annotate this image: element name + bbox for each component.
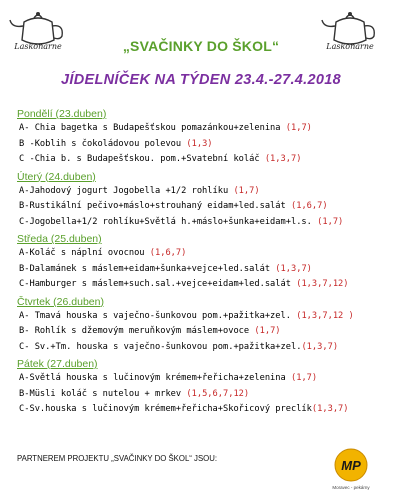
item-text: A-Světlá houska s lučinovým krémem+řeřicha+zelenina [19,373,291,383]
day-section-thursday [17,296,397,356]
item-text: A-Jahodový jogurt Jogobella +1/2 rohlíku [19,185,234,196]
menu-item [17,246,397,262]
weekly-menu [17,108,397,421]
allergen-codes: (1,3,7,12 ) [296,310,354,321]
day-title: Čtvrtek (26.duben) [17,295,104,308]
item-text: A- Chia bagetka s Budapešťskou pomazánkou+zelenina [19,123,286,133]
item-text: B-Dalamánek s máslem+eidam+šunka+vejce+led.salát [19,263,276,274]
allergen-codes: (1,3,7) [301,341,339,352]
partner-logo [330,447,372,493]
allergen-codes: (1,7) [254,326,281,336]
allergen-codes: (1,3) [186,138,213,149]
menu-item [17,262,397,278]
menu-item [17,215,397,231]
item-text: B -Koblih s čokoládovou polevou [19,138,187,149]
day-title: Pátek (27.duben) [17,358,98,370]
allergen-codes: (1,3,7) [311,404,349,414]
item-text: C- Sv.+Tm. houska s vaječno-šunkovou pom.+pažitka+zel. [19,341,302,352]
logo-script: Laskonarne [14,42,62,51]
menu-item [17,340,397,356]
item-text: B-Rustikální pečivo+máslo+strouhaný eidam+led.salát [19,201,291,211]
mp-mark: MP [341,458,361,473]
logo-script: Laskonarne [326,42,374,51]
mp-logo-icon [330,447,372,485]
partner-logo-caption: Moravec - pekárny [332,485,370,490]
item-text: C-Sv.houska s lučinovým krémem+řeřicha+Skořicový preclík [19,404,312,414]
allergen-codes: (1,7) [285,123,312,133]
menu-item [17,371,397,387]
menu-item [17,199,397,215]
day-section-friday [17,358,397,418]
day-title: Úterý (24.duben) [17,170,96,183]
allergen-codes: (1,5,6,7,12) [186,388,250,399]
menu-item [17,121,397,137]
allergen-codes: (1,6,7) [290,201,328,211]
menu-item [17,277,397,293]
item-text: C-Jogobella+1/2 rohlíku+Světlá h.+máslo+šunka+eidam+l.s. [19,216,318,227]
menu-item [17,184,397,200]
document-title: „SVAČINKY DO ŠKOL“ [122,38,280,54]
item-text: B-Müsli koláč s nutelou + mrkev [19,388,187,399]
item-text: C -Chia b. s Budapešťskou. pom.+Svatební koláč [19,154,265,164]
day-title: Pondělí (23.duben) [17,108,107,120]
teapot-logo-left [6,10,70,62]
day-title: Středa (25.duben) [17,233,102,245]
teapot-logo-right [318,10,382,62]
menu-item [17,152,397,168]
allergen-codes: (1,7) [317,216,344,227]
item-text: A- Tmavá houska s vaječno-šunkovou pom.+pažitka+zel. [19,310,297,321]
partners-footer: PARTNEREM PROJEKTU „SVAČINKY DO ŠKOL“ JSOU: [17,454,218,463]
menu-item [17,402,397,418]
allergen-codes: (1,7) [233,185,260,196]
allergen-codes: (1,3,7) [264,154,302,164]
item-text: B- Rohlík s džemovým meruňkovým máslem+ovoce [19,326,255,336]
day-section-wednesday [17,233,397,293]
menu-item [17,324,397,340]
day-section-monday [17,108,397,168]
menu-item [17,309,397,325]
allergen-codes: (1,3,7) [275,263,312,274]
item-text: C-Hamburger s máslem+such.sal.+vejce+eidam+led.salát [19,279,297,289]
menu-item [17,137,397,153]
menu-week-heading: JÍDELNÍČEK NA TÝDEN 23.4.-27.4.2018 [61,72,341,88]
item-text: A-Koláč s náplní ovocnou [19,248,150,258]
menu-item [17,387,397,403]
day-section-tuesday [17,171,397,231]
allergen-codes: (1,6,7) [149,248,187,258]
allergen-codes: (1,3,7,12) [296,279,349,289]
allergen-codes: (1,7) [290,373,318,383]
